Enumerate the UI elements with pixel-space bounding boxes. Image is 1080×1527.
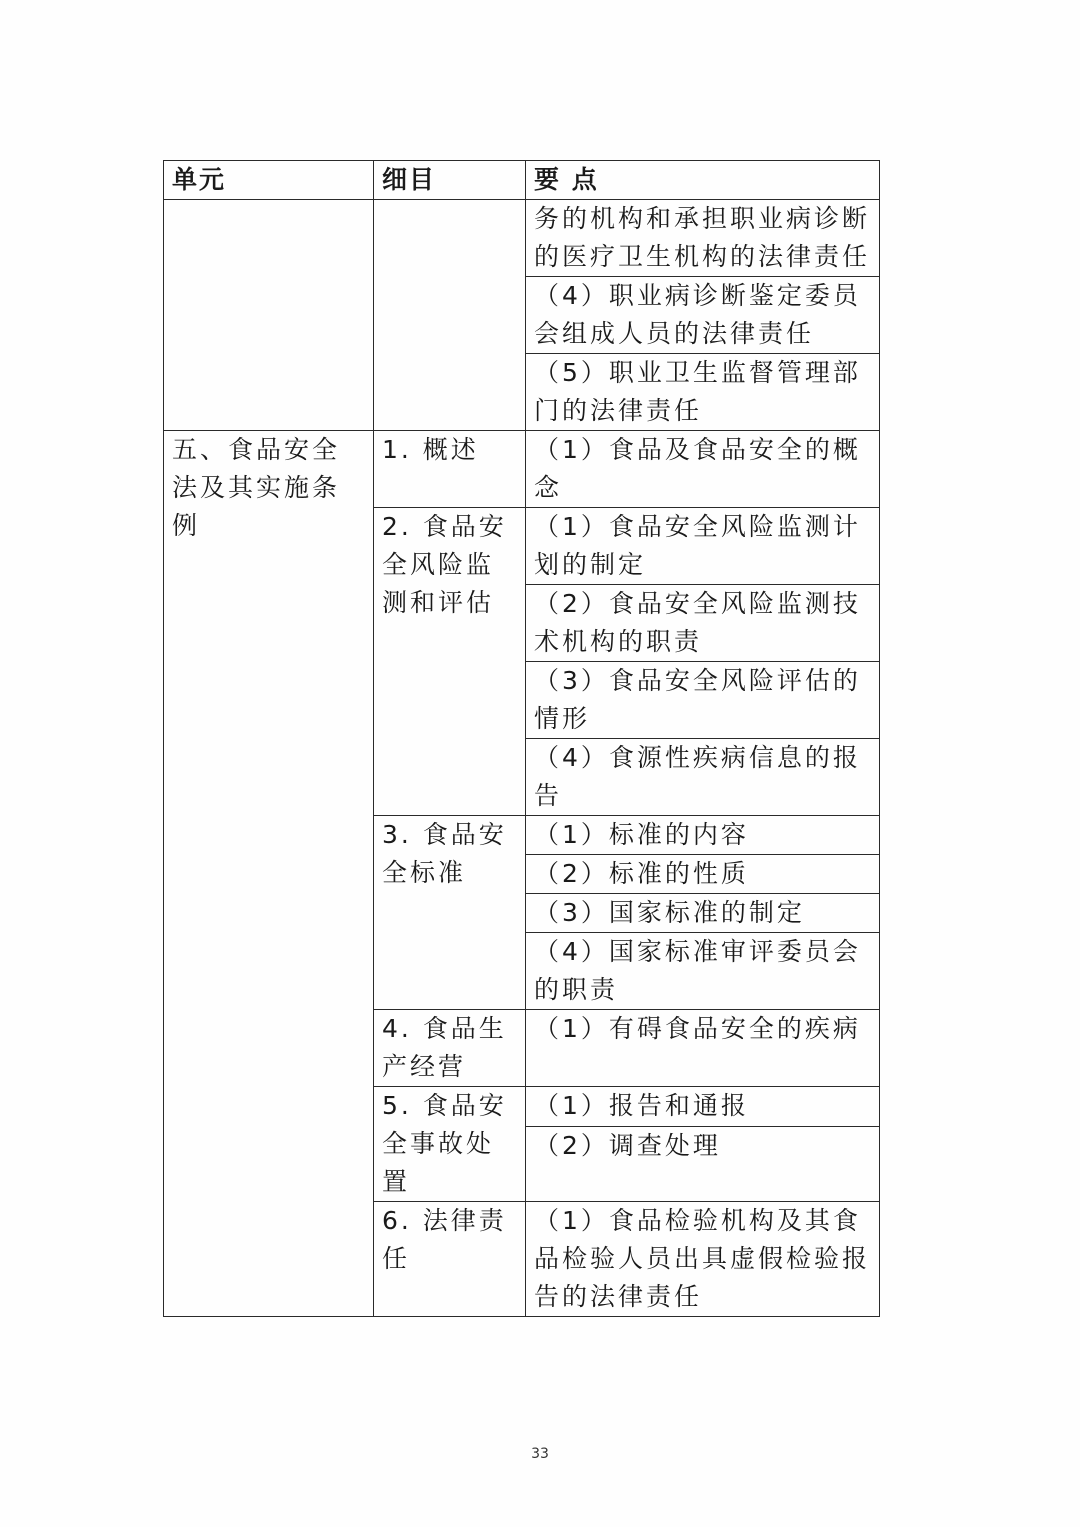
header-points: 要 点	[526, 161, 880, 200]
point-cell: 务的机构和承担职业病诊断的医疗卫生机构的法律责任	[526, 200, 880, 277]
point-cell: （2）调查处理	[526, 1127, 880, 1202]
point-cell: （1）有碍食品安全的疾病	[526, 1010, 880, 1087]
point-cell: （3）国家标准的制定	[526, 894, 880, 933]
item-cell-empty	[374, 200, 526, 431]
header-unit: 单元	[164, 161, 374, 200]
point-cell: （1）食品及食品安全的概念	[526, 431, 880, 508]
point-cell: （5）职业卫生监督管理部门的法律责任	[526, 354, 880, 431]
item-cell: 5. 食品安全事故处置	[374, 1087, 526, 1202]
point-cell: （3）食品安全风险评估的情形	[526, 662, 880, 739]
point-cell: （4）食源性疾病信息的报告	[526, 739, 880, 816]
item-cell: 4. 食品生产经营	[374, 1010, 526, 1087]
item-cell: 3. 食品安全标准	[374, 816, 526, 1010]
item-cell: 6. 法律责任	[374, 1202, 526, 1317]
point-cell: （2）食品安全风险监测技术机构的职责	[526, 585, 880, 662]
point-cell: （2）标准的性质	[526, 855, 880, 894]
table-header-row	[164, 161, 880, 200]
item-cell: 1. 概述	[374, 431, 526, 508]
page-number: 33	[531, 1446, 549, 1462]
point-cell: （4）国家标准审评委员会的职责	[526, 933, 880, 1010]
point-cell: （1）报告和通报	[526, 1087, 880, 1127]
item-cell: 2. 食品安全风险监测和评估	[374, 508, 526, 816]
point-cell: （1）食品检验机构及其食品检验人员出具虚假检验报告的法律责任	[526, 1202, 880, 1317]
point-cell: （1）食品安全风险监测计划的制定	[526, 508, 880, 585]
header-item: 细目	[374, 161, 526, 200]
unit-cell: 五、食品安全法及其实施条例	[164, 431, 374, 1317]
point-cell: （4）职业病诊断鉴定委员会组成人员的法律责任	[526, 277, 880, 354]
table-row	[164, 431, 880, 508]
point-cell: （1）标准的内容	[526, 816, 880, 855]
syllabus-table	[163, 160, 880, 1317]
table-row	[164, 200, 880, 277]
unit-cell-empty	[164, 200, 374, 431]
